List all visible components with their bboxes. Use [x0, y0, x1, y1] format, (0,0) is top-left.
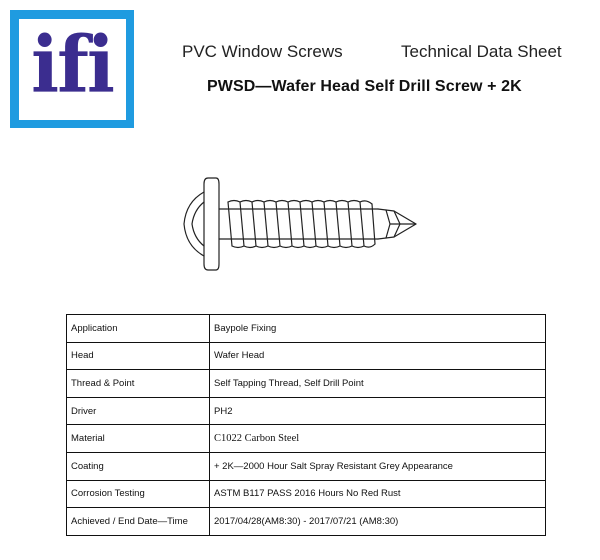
- product-title: PWSD—Wafer Head Self Drill Screw + 2K: [207, 78, 522, 95]
- table-row: [67, 508, 546, 536]
- spec-value-material: C1022 Carbon Steel: [210, 425, 546, 453]
- document-category: PVC Window Screws: [182, 42, 343, 61]
- spec-label-application: Application: [67, 315, 210, 343]
- table-row: [67, 342, 546, 370]
- spec-label-material: Material: [67, 425, 210, 453]
- table-row: [67, 315, 546, 343]
- wafer-head-self-drill-screw-icon: [180, 168, 426, 280]
- table-row: [67, 425, 546, 453]
- spec-label-driver: Driver: [67, 397, 210, 425]
- document-type: Technical Data Sheet: [401, 42, 562, 61]
- spec-value-driver: PH2: [210, 397, 546, 425]
- table-row: [67, 370, 546, 398]
- spec-label-corrosion-testing: Corrosion Testing: [67, 480, 210, 508]
- spec-label-achieved-end-date: Achieved / End Date—Time: [67, 508, 210, 536]
- spec-label-head: Head: [67, 342, 210, 370]
- table-row: [67, 480, 546, 508]
- spec-value-achieved-end-date: 2017/04/28(AM8:30) - 2017/07/21 (AM8:30): [210, 508, 546, 536]
- table-row: [67, 452, 546, 480]
- company-logo: [10, 10, 134, 128]
- spec-value-thread-point: Self Tapping Thread, Self Drill Point: [210, 370, 546, 398]
- spec-value-head: Wafer Head: [210, 342, 546, 370]
- spec-table: [66, 314, 546, 536]
- spec-value-corrosion-testing: ASTM B117 PASS 2016 Hours No Red Rust: [210, 480, 546, 508]
- spec-label-thread-point: Thread & Point: [67, 370, 210, 398]
- spec-label-coating: Coating: [67, 452, 210, 480]
- spec-value-coating: + 2K—2000 Hour Salt Spray Resistant Grey Appearance: [210, 452, 546, 480]
- logo-inner: [19, 19, 126, 120]
- table-row: [67, 397, 546, 425]
- spec-value-application: Baypole Fixing: [210, 315, 546, 343]
- logo-text: ifi: [30, 19, 114, 111]
